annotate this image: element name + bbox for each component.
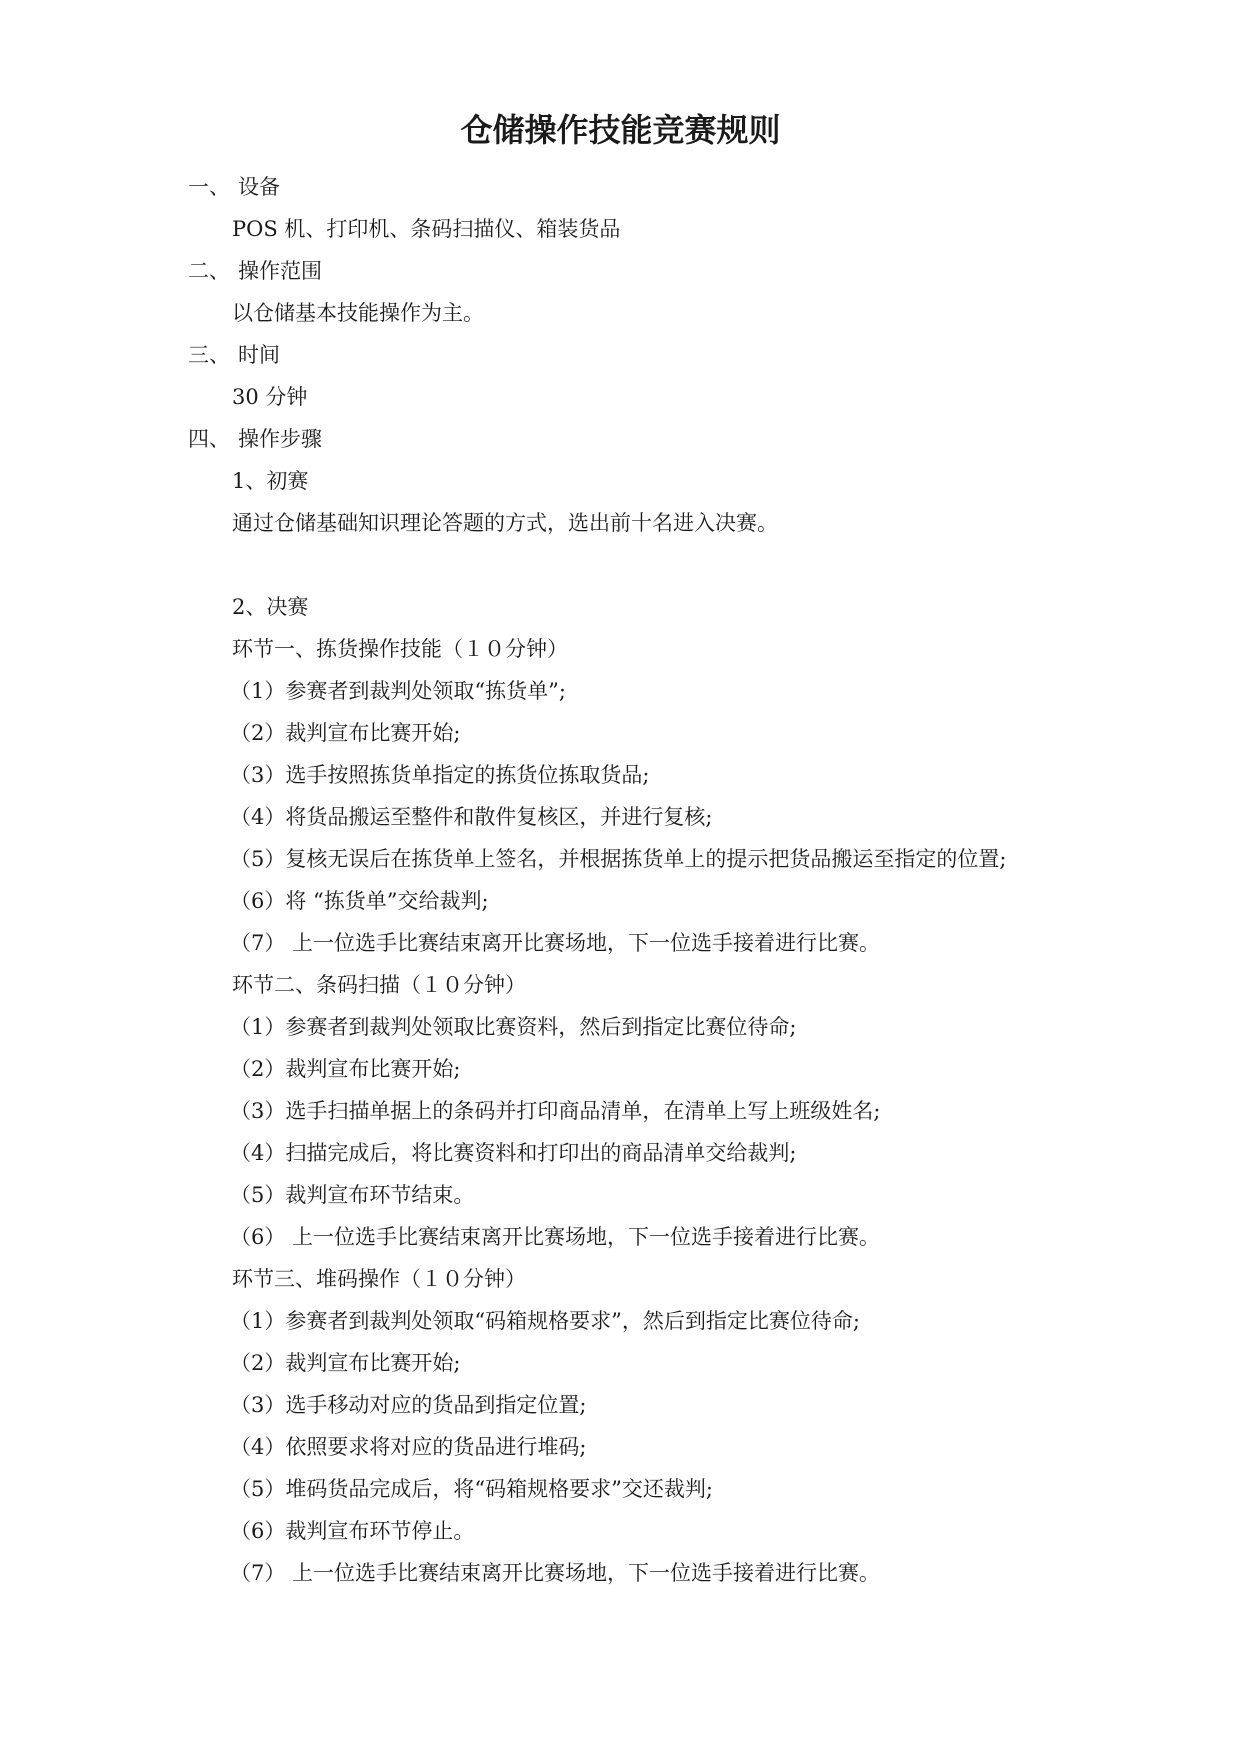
- stage-step: （3）选手按照拣货单指定的拣货位拣取货品;: [230, 763, 650, 787]
- section-heading-text: 设备: [238, 175, 280, 199]
- stage-step: （4）依照要求将对应的货品进行堆码;: [230, 1435, 587, 1459]
- stage-step: （2）裁判宣布比赛开始;: [230, 1351, 461, 1375]
- section-heading-equipment: [188, 173, 280, 201]
- document-title: 仓储操作技能竞赛规则: [460, 111, 781, 149]
- stage-step: （6）裁判宣布环节停止。: [230, 1519, 475, 1543]
- stage-step: （3）选手扫描单据上的条码并打印商品清单，在清单上写上班级姓名;: [230, 1099, 881, 1123]
- section-body-equipment: POS 机、打印机、条码扫描仪、箱装货品: [232, 217, 621, 241]
- section-body-time: 30 分钟: [232, 385, 308, 409]
- prelim-heading: 1、初赛: [232, 469, 309, 493]
- stage-heading-barcode: 环节二、条码扫描（１０分钟）: [232, 973, 526, 997]
- stage-step: （4）将货品搬运至整件和散件复核区，并进行复核;: [230, 805, 713, 829]
- stage-step: （5）堆码货品完成后，将“码箱规格要求”交还裁判;: [230, 1477, 713, 1501]
- section-heading-text: 操作范围: [238, 259, 322, 283]
- section-number: 四、: [188, 427, 230, 451]
- stage-step: （2）裁判宣布比赛开始;: [230, 721, 461, 745]
- stage-step: （1）参赛者到裁判处领取“拣货单”;: [230, 679, 566, 703]
- stage-step: （5）裁判宣布环节结束。: [230, 1183, 475, 1207]
- section-number: 二、: [188, 259, 230, 283]
- stage-heading-stacking: 环节三、堆码操作（１０分钟）: [232, 1267, 526, 1291]
- section-body-scope: 以仓储基本技能操作为主。: [232, 301, 484, 325]
- stage-step: （5）复核无误后在拣货单上签名，并根据拣货单上的提示把货品搬运至指定的位置;: [230, 847, 1007, 871]
- stage-step: （2）裁判宣布比赛开始;: [230, 1057, 461, 1081]
- section-heading-text: 时间: [238, 343, 280, 367]
- stage-step: （6）将 “拣货单”交给裁判;: [230, 889, 489, 913]
- section-number: 三、: [188, 343, 230, 367]
- section-heading-scope: [188, 257, 322, 285]
- section-number: 一、: [188, 175, 230, 199]
- final-heading: 2、决赛: [232, 595, 309, 619]
- stage-step: （4）扫描完成后，将比赛资料和打印出的商品清单交给裁判;: [230, 1141, 797, 1165]
- section-heading-time: [188, 341, 280, 369]
- stage-step: （3）选手移动对应的货品到指定位置;: [230, 1393, 587, 1417]
- stage-step: （1）参赛者到裁判处领取比赛资料，然后到指定比赛位待命;: [230, 1015, 797, 1039]
- prelim-body: 通过仓储基础知识理论答题的方式，选出前十名进入决赛。: [232, 511, 778, 535]
- stage-step: （7） 上一位选手比赛结束离开比赛场地，下一位选手接着进行比赛。: [230, 931, 881, 955]
- stage-heading-picking: 环节一、拣货操作技能（１０分钟）: [232, 637, 568, 661]
- section-heading-steps: [188, 425, 322, 453]
- stage-step: （6） 上一位选手比赛结束离开比赛场地，下一位选手接着进行比赛。: [230, 1225, 881, 1249]
- stage-step: （7） 上一位选手比赛结束离开比赛场地，下一位选手接着进行比赛。: [230, 1561, 881, 1585]
- section-heading-text: 操作步骤: [238, 427, 322, 451]
- stage-step: （1）参赛者到裁判处领取“码箱规格要求”，然后到指定比赛位待命;: [230, 1309, 860, 1333]
